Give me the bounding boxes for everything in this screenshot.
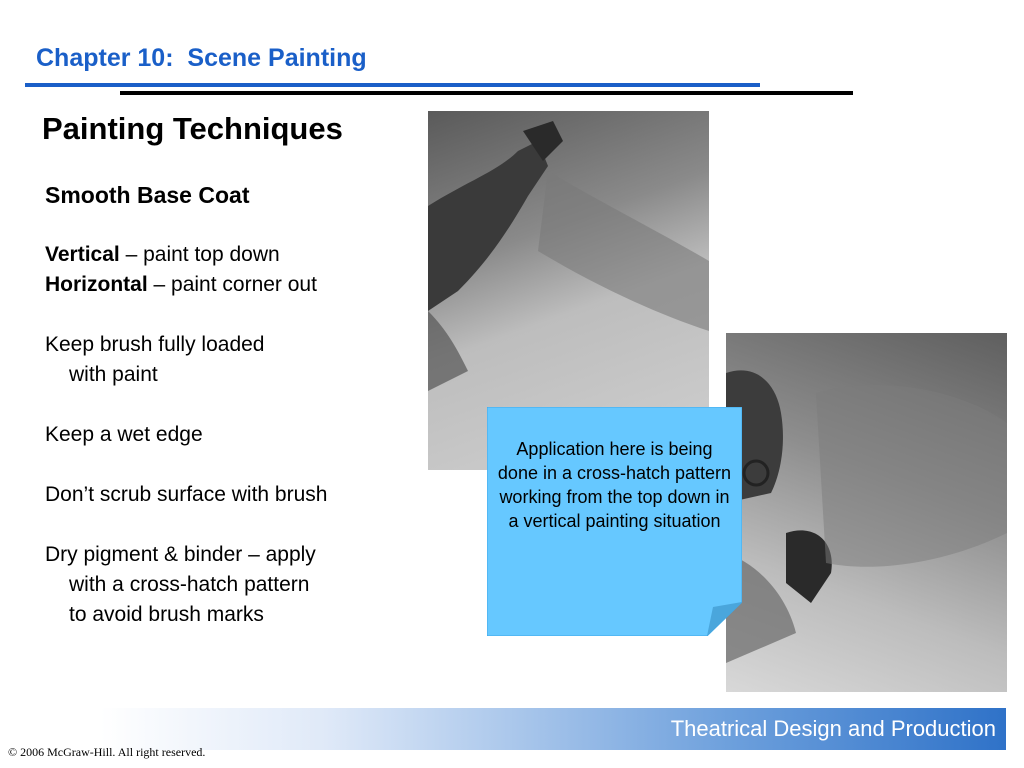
- copyright-notice: © 2006 McGraw-Hill. All right reserved.: [8, 745, 206, 759]
- brush-line-2: with paint: [69, 363, 158, 386]
- dry-line-2: with a cross-hatch pattern: [69, 573, 310, 596]
- photo-painter-illustration: [726, 333, 1007, 692]
- chapter-title: Chapter 10: Scene Painting: [36, 44, 367, 72]
- body-text: [45, 180, 425, 630]
- no-scrub-line: Don’t scrub surface with brush: [45, 483, 328, 506]
- vertical-term: Vertical: [45, 243, 120, 266]
- horizontal-line: [45, 270, 425, 300]
- header-rule-blue: [25, 83, 760, 87]
- horizontal-desc: – paint corner out: [147, 273, 317, 296]
- slide-title: Painting Techniques: [42, 111, 343, 146]
- dry-line-1: Dry pigment & binder – apply: [45, 543, 316, 566]
- header-rule-black: [120, 91, 853, 95]
- subheading: Smooth Base Coat: [45, 182, 250, 208]
- horizontal-term: Horizontal: [45, 273, 148, 296]
- callout-text: Application here is being done in a cross-hatch pattern working from the top down in a vertical painting situation: [497, 439, 732, 531]
- vertical-desc: – paint top down: [119, 243, 280, 266]
- footer-title: Theatrical Design and Production: [670, 716, 996, 741]
- dry-line-3: to avoid brush marks: [69, 603, 264, 626]
- brush-line-1: Keep brush fully loaded: [45, 333, 265, 356]
- wet-edge-line: Keep a wet edge: [45, 423, 203, 446]
- footer-bar: [100, 708, 1006, 750]
- vertical-line: [45, 240, 425, 270]
- photo-painter-face: [726, 333, 1007, 692]
- callout-note: [487, 407, 742, 636]
